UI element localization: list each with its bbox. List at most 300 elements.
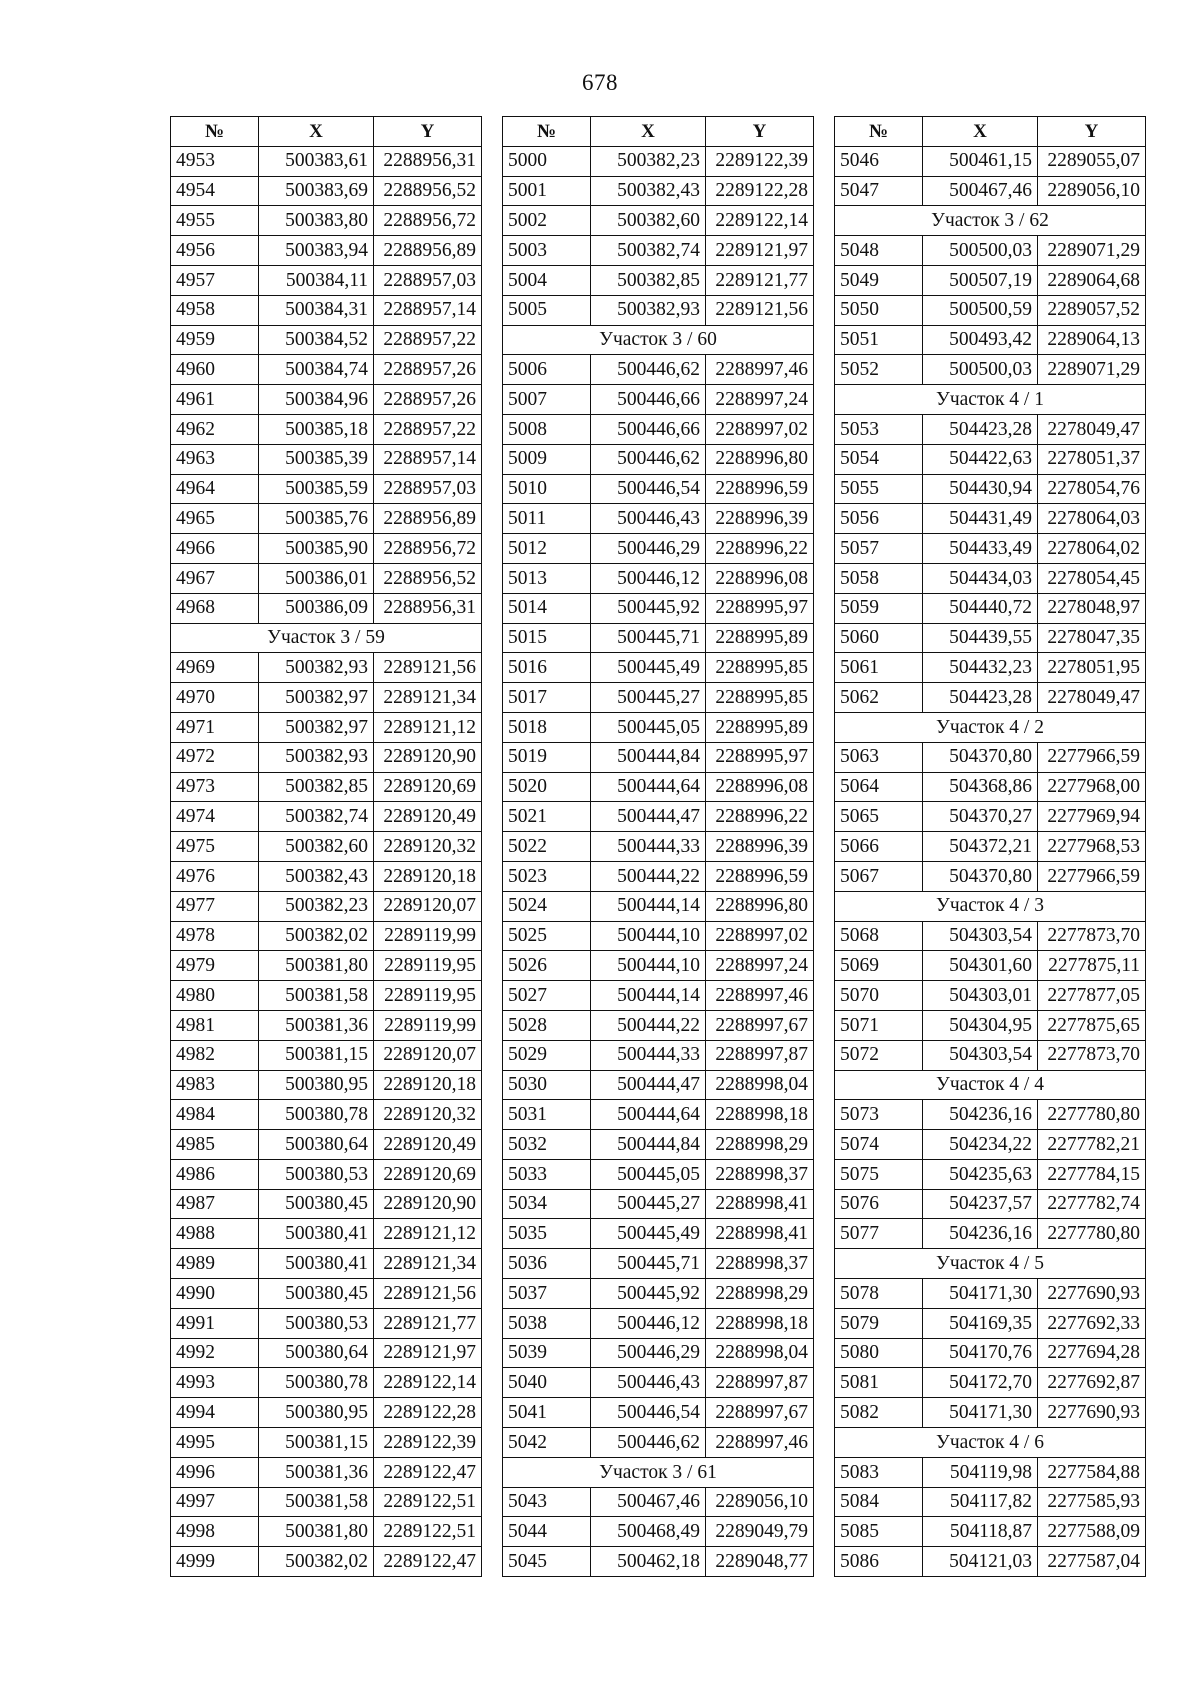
table-row — [171, 1457, 482, 1487]
x-coordinate: 500467,46 — [591, 1487, 706, 1517]
table-row — [171, 861, 482, 891]
y-coordinate: 2277875,65 — [1038, 1010, 1146, 1040]
point-number: 5000 — [503, 146, 591, 176]
y-coordinate: 2277877,05 — [1038, 981, 1146, 1011]
point-number: 4998 — [171, 1517, 259, 1547]
point-number: 4957 — [171, 265, 259, 295]
y-coordinate: 2288957,14 — [374, 444, 482, 474]
table-row — [503, 981, 814, 1011]
table-row — [835, 414, 1146, 444]
table-row — [503, 1398, 814, 1428]
table-row — [171, 1100, 482, 1130]
point-number: 5049 — [835, 265, 923, 295]
table-row — [503, 355, 814, 385]
x-coordinate: 500382,43 — [259, 861, 374, 891]
point-number: 4987 — [171, 1189, 259, 1219]
y-coordinate: 2288997,24 — [706, 951, 814, 981]
y-coordinate: 2278049,47 — [1038, 414, 1146, 444]
y-coordinate: 2288956,72 — [374, 534, 482, 564]
x-coordinate: 500446,62 — [591, 355, 706, 385]
table-row — [171, 414, 482, 444]
x-coordinate: 500444,47 — [591, 802, 706, 832]
table-row — [171, 385, 482, 415]
section-label: Участок 3 / 59 — [171, 623, 482, 653]
table-row — [171, 265, 482, 295]
table-row — [503, 623, 814, 653]
x-coordinate: 500382,93 — [591, 295, 706, 325]
x-coordinate: 500380,53 — [259, 1308, 374, 1338]
y-coordinate: 2277585,93 — [1038, 1487, 1146, 1517]
table-row — [171, 951, 482, 981]
x-coordinate: 500386,01 — [259, 563, 374, 593]
table-row — [171, 295, 482, 325]
x-coordinate: 504236,16 — [923, 1100, 1038, 1130]
point-number: 4983 — [171, 1070, 259, 1100]
x-coordinate: 500445,71 — [591, 1249, 706, 1279]
table-row — [835, 1487, 1146, 1517]
y-coordinate: 2289121,34 — [374, 683, 482, 713]
y-coordinate: 2289122,47 — [374, 1457, 482, 1487]
x-coordinate: 500444,47 — [591, 1070, 706, 1100]
y-coordinate: 2288956,89 — [374, 504, 482, 534]
table-row — [171, 1517, 482, 1547]
y-coordinate: 2289049,79 — [706, 1517, 814, 1547]
point-number: 5055 — [835, 474, 923, 504]
point-number: 5073 — [835, 1100, 923, 1130]
table-row — [835, 146, 1146, 176]
point-number: 5072 — [835, 1040, 923, 1070]
table-row — [503, 236, 814, 266]
y-coordinate: 2288996,39 — [706, 504, 814, 534]
table-row — [835, 1219, 1146, 1249]
x-coordinate: 500385,59 — [259, 474, 374, 504]
table-row — [835, 683, 1146, 713]
table-row — [171, 1368, 482, 1398]
x-coordinate: 504423,28 — [923, 683, 1038, 713]
x-coordinate: 500446,54 — [591, 474, 706, 504]
point-number: 4960 — [171, 355, 259, 385]
y-coordinate: 2288997,24 — [706, 385, 814, 415]
x-coordinate: 500445,05 — [591, 712, 706, 742]
y-coordinate: 2288997,02 — [706, 414, 814, 444]
x-coordinate: 500380,45 — [259, 1189, 374, 1219]
table-row — [503, 1308, 814, 1338]
y-coordinate: 2288998,29 — [706, 1279, 814, 1309]
x-coordinate: 504171,30 — [923, 1279, 1038, 1309]
y-coordinate: 2288956,89 — [374, 236, 482, 266]
point-number: 5078 — [835, 1279, 923, 1309]
x-coordinate: 500381,36 — [259, 1457, 374, 1487]
point-number: 5024 — [503, 891, 591, 921]
y-coordinate: 2289120,90 — [374, 1189, 482, 1219]
y-coordinate: 2289056,10 — [706, 1487, 814, 1517]
point-number: 5005 — [503, 295, 591, 325]
point-number: 4977 — [171, 891, 259, 921]
header-number: № — [171, 117, 259, 147]
x-coordinate: 500382,97 — [259, 683, 374, 713]
x-coordinate: 500383,94 — [259, 236, 374, 266]
point-number: 4966 — [171, 534, 259, 564]
table-row — [503, 1428, 814, 1458]
section-label: Участок 3 / 61 — [503, 1457, 814, 1487]
x-coordinate: 500382,93 — [259, 653, 374, 683]
point-number: 5056 — [835, 504, 923, 534]
y-coordinate: 2278064,03 — [1038, 504, 1146, 534]
x-coordinate: 500462,18 — [591, 1547, 706, 1577]
y-coordinate: 2289122,14 — [374, 1368, 482, 1398]
y-coordinate: 2289122,28 — [706, 176, 814, 206]
y-coordinate: 2288956,31 — [374, 593, 482, 623]
table-row — [503, 832, 814, 862]
x-coordinate: 500382,93 — [259, 742, 374, 772]
y-coordinate: 2289120,07 — [374, 891, 482, 921]
x-coordinate: 500500,59 — [923, 295, 1038, 325]
table-row — [835, 295, 1146, 325]
x-coordinate: 500381,80 — [259, 951, 374, 981]
point-number: 5025 — [503, 921, 591, 951]
y-coordinate: 2288998,18 — [706, 1308, 814, 1338]
point-number: 5084 — [835, 1487, 923, 1517]
x-coordinate: 504433,49 — [923, 534, 1038, 564]
table-row — [171, 1428, 482, 1458]
table-row — [503, 1368, 814, 1398]
table-row — [835, 593, 1146, 623]
point-number: 5017 — [503, 683, 591, 713]
y-coordinate: 2289122,39 — [374, 1428, 482, 1458]
x-coordinate: 500382,60 — [259, 832, 374, 862]
y-coordinate: 2277694,28 — [1038, 1338, 1146, 1368]
x-coordinate: 500493,42 — [923, 325, 1038, 355]
x-coordinate: 500381,80 — [259, 1517, 374, 1547]
point-number: 5045 — [503, 1547, 591, 1577]
table-row — [503, 206, 814, 236]
y-coordinate: 2289121,97 — [706, 236, 814, 266]
table-row — [835, 1398, 1146, 1428]
table-row — [171, 325, 482, 355]
x-coordinate: 500500,03 — [923, 236, 1038, 266]
table-row — [171, 1010, 482, 1040]
y-coordinate: 2288995,97 — [706, 742, 814, 772]
point-number: 4982 — [171, 1040, 259, 1070]
table-row — [835, 1308, 1146, 1338]
y-coordinate: 2288997,46 — [706, 1428, 814, 1458]
y-coordinate: 2278054,45 — [1038, 563, 1146, 593]
section-row — [835, 712, 1146, 742]
point-number: 5012 — [503, 534, 591, 564]
point-number: 5003 — [503, 236, 591, 266]
y-coordinate: 2288995,85 — [706, 653, 814, 683]
table-row — [503, 921, 814, 951]
x-coordinate: 500445,49 — [591, 1219, 706, 1249]
y-coordinate: 2288996,80 — [706, 444, 814, 474]
point-number: 4972 — [171, 742, 259, 772]
y-coordinate: 2288997,67 — [706, 1398, 814, 1428]
point-number: 5048 — [835, 236, 923, 266]
section-label: Участок 3 / 60 — [503, 325, 814, 355]
point-number: 5014 — [503, 593, 591, 623]
point-number: 5060 — [835, 623, 923, 653]
y-coordinate: 2278049,47 — [1038, 683, 1146, 713]
point-number: 5065 — [835, 802, 923, 832]
point-number: 5057 — [835, 534, 923, 564]
y-coordinate: 2289122,14 — [706, 206, 814, 236]
y-coordinate: 2277690,93 — [1038, 1398, 1146, 1428]
point-number: 5029 — [503, 1040, 591, 1070]
x-coordinate: 504171,30 — [923, 1398, 1038, 1428]
table-row — [835, 1100, 1146, 1130]
x-coordinate: 500381,36 — [259, 1010, 374, 1040]
y-coordinate: 2278064,02 — [1038, 534, 1146, 564]
table-row — [503, 1219, 814, 1249]
x-coordinate: 500383,69 — [259, 176, 374, 206]
x-coordinate: 500444,64 — [591, 772, 706, 802]
table-row — [835, 325, 1146, 355]
x-coordinate: 500382,74 — [591, 236, 706, 266]
y-coordinate: 2288998,37 — [706, 1159, 814, 1189]
point-number: 4958 — [171, 295, 259, 325]
x-coordinate: 500380,78 — [259, 1368, 374, 1398]
table-row — [171, 1308, 482, 1338]
table-row — [835, 1189, 1146, 1219]
table-row — [503, 951, 814, 981]
table-row — [171, 146, 482, 176]
x-coordinate: 504121,03 — [923, 1547, 1038, 1577]
y-coordinate: 2289120,69 — [374, 1159, 482, 1189]
header-number: № — [503, 117, 591, 147]
section-row — [503, 325, 814, 355]
table-row — [835, 832, 1146, 862]
point-number: 5081 — [835, 1368, 923, 1398]
y-coordinate: 2288998,29 — [706, 1130, 814, 1160]
x-coordinate: 504303,54 — [923, 921, 1038, 951]
y-coordinate: 2288957,26 — [374, 385, 482, 415]
x-coordinate: 500382,02 — [259, 921, 374, 951]
y-coordinate: 2277782,74 — [1038, 1189, 1146, 1219]
table-row — [503, 414, 814, 444]
table-row — [835, 623, 1146, 653]
x-coordinate: 500380,95 — [259, 1070, 374, 1100]
point-number: 5079 — [835, 1308, 923, 1338]
header-x: X — [923, 117, 1038, 147]
point-number: 5010 — [503, 474, 591, 504]
y-coordinate: 2289071,29 — [1038, 355, 1146, 385]
y-coordinate: 2277690,93 — [1038, 1279, 1146, 1309]
table-row — [835, 534, 1146, 564]
y-coordinate: 2289122,51 — [374, 1487, 482, 1517]
x-coordinate: 504303,01 — [923, 981, 1038, 1011]
point-number: 5002 — [503, 206, 591, 236]
y-coordinate: 2288957,26 — [374, 355, 482, 385]
y-coordinate: 2289121,34 — [374, 1249, 482, 1279]
y-coordinate: 2277966,59 — [1038, 742, 1146, 772]
y-coordinate: 2289122,28 — [374, 1398, 482, 1428]
x-coordinate: 504368,86 — [923, 772, 1038, 802]
x-coordinate: 500446,66 — [591, 385, 706, 415]
point-number: 5034 — [503, 1189, 591, 1219]
table-row — [835, 1547, 1146, 1577]
x-coordinate: 500468,49 — [591, 1517, 706, 1547]
x-coordinate: 500382,97 — [259, 712, 374, 742]
point-number: 5013 — [503, 563, 591, 593]
x-coordinate: 504370,80 — [923, 861, 1038, 891]
y-coordinate: 2289122,47 — [374, 1547, 482, 1577]
x-coordinate: 500446,29 — [591, 1338, 706, 1368]
x-coordinate: 504235,63 — [923, 1159, 1038, 1189]
y-coordinate: 2288996,22 — [706, 534, 814, 564]
point-number: 4956 — [171, 236, 259, 266]
section-label: Участок 4 / 5 — [835, 1249, 1146, 1279]
y-coordinate: 2288957,03 — [374, 474, 482, 504]
point-number: 5023 — [503, 861, 591, 891]
point-number: 4993 — [171, 1368, 259, 1398]
point-number: 5070 — [835, 981, 923, 1011]
table-header-row — [835, 117, 1146, 147]
point-number: 5047 — [835, 176, 923, 206]
point-number: 5058 — [835, 563, 923, 593]
x-coordinate: 500444,33 — [591, 832, 706, 862]
table-row — [171, 504, 482, 534]
point-number: 5059 — [835, 593, 923, 623]
point-number: 5015 — [503, 623, 591, 653]
table-row — [835, 1457, 1146, 1487]
y-coordinate: 2289122,51 — [374, 1517, 482, 1547]
table-row — [503, 593, 814, 623]
y-coordinate: 2277782,21 — [1038, 1130, 1146, 1160]
point-number: 5018 — [503, 712, 591, 742]
y-coordinate: 2288956,52 — [374, 563, 482, 593]
y-coordinate: 2289121,77 — [706, 265, 814, 295]
x-coordinate: 504119,98 — [923, 1457, 1038, 1487]
x-coordinate: 500446,54 — [591, 1398, 706, 1428]
section-row — [503, 1457, 814, 1487]
y-coordinate: 2277873,70 — [1038, 1040, 1146, 1070]
section-row — [171, 623, 482, 653]
y-coordinate: 2288957,22 — [374, 325, 482, 355]
x-coordinate: 500381,58 — [259, 981, 374, 1011]
table-row — [503, 1547, 814, 1577]
point-number: 5043 — [503, 1487, 591, 1517]
x-coordinate: 500386,09 — [259, 593, 374, 623]
point-number: 5031 — [503, 1100, 591, 1130]
y-coordinate: 2289119,99 — [374, 921, 482, 951]
point-number: 4976 — [171, 861, 259, 891]
table-row — [171, 1487, 482, 1517]
x-coordinate: 500445,92 — [591, 593, 706, 623]
x-coordinate: 500382,43 — [591, 176, 706, 206]
table-row — [171, 593, 482, 623]
y-coordinate: 2278048,97 — [1038, 593, 1146, 623]
table-row — [835, 1338, 1146, 1368]
x-coordinate: 500446,12 — [591, 1308, 706, 1338]
point-number: 5063 — [835, 742, 923, 772]
point-number: 4955 — [171, 206, 259, 236]
y-coordinate: 2277692,87 — [1038, 1368, 1146, 1398]
x-coordinate: 500445,05 — [591, 1159, 706, 1189]
x-coordinate: 500382,23 — [259, 891, 374, 921]
section-label: Участок 3 / 62 — [835, 206, 1146, 236]
point-number: 4997 — [171, 1487, 259, 1517]
x-coordinate: 504430,94 — [923, 474, 1038, 504]
x-coordinate: 500444,22 — [591, 1010, 706, 1040]
table-row — [835, 1010, 1146, 1040]
y-coordinate: 2289121,97 — [374, 1338, 482, 1368]
x-coordinate: 504169,35 — [923, 1308, 1038, 1338]
table-row — [171, 1398, 482, 1428]
y-coordinate: 2288998,37 — [706, 1249, 814, 1279]
y-coordinate: 2278054,76 — [1038, 474, 1146, 504]
section-label: Участок 4 / 3 — [835, 891, 1146, 921]
x-coordinate: 500507,19 — [923, 265, 1038, 295]
point-number: 5006 — [503, 355, 591, 385]
section-row — [835, 891, 1146, 921]
x-coordinate: 500461,15 — [923, 146, 1038, 176]
point-number: 5022 — [503, 832, 591, 862]
point-number: 5001 — [503, 176, 591, 206]
table-row — [835, 951, 1146, 981]
point-number: 5021 — [503, 802, 591, 832]
table-row — [503, 504, 814, 534]
x-coordinate: 500381,58 — [259, 1487, 374, 1517]
table-row — [171, 1070, 482, 1100]
table-row — [835, 802, 1146, 832]
table-row — [503, 295, 814, 325]
table-row — [503, 1487, 814, 1517]
x-coordinate: 504370,27 — [923, 802, 1038, 832]
point-number: 4954 — [171, 176, 259, 206]
table-row — [835, 444, 1146, 474]
y-coordinate: 2288996,22 — [706, 802, 814, 832]
x-coordinate: 500467,46 — [923, 176, 1038, 206]
section-label: Участок 4 / 4 — [835, 1070, 1146, 1100]
section-row — [835, 1428, 1146, 1458]
y-coordinate: 2288996,59 — [706, 861, 814, 891]
table-row — [171, 1219, 482, 1249]
x-coordinate: 500385,39 — [259, 444, 374, 474]
x-coordinate: 500384,74 — [259, 355, 374, 385]
point-number: 5083 — [835, 1457, 923, 1487]
point-number: 5051 — [835, 325, 923, 355]
table-row — [171, 474, 482, 504]
table-row — [503, 1040, 814, 1070]
point-number: 5016 — [503, 653, 591, 683]
x-coordinate: 504431,49 — [923, 504, 1038, 534]
x-coordinate: 500380,45 — [259, 1279, 374, 1309]
point-number: 4989 — [171, 1249, 259, 1279]
x-coordinate: 500382,02 — [259, 1547, 374, 1577]
x-coordinate: 500446,12 — [591, 563, 706, 593]
point-number: 5042 — [503, 1428, 591, 1458]
x-coordinate: 500382,60 — [591, 206, 706, 236]
x-coordinate: 500445,92 — [591, 1279, 706, 1309]
x-coordinate: 500444,10 — [591, 951, 706, 981]
x-coordinate: 500380,41 — [259, 1219, 374, 1249]
table-row — [835, 1130, 1146, 1160]
point-number: 5068 — [835, 921, 923, 951]
x-coordinate: 500380,78 — [259, 1100, 374, 1130]
table-row — [171, 1040, 482, 1070]
point-number: 5077 — [835, 1219, 923, 1249]
y-coordinate: 2289120,69 — [374, 772, 482, 802]
point-number: 4953 — [171, 146, 259, 176]
y-coordinate: 2289071,29 — [1038, 236, 1146, 266]
point-number: 5007 — [503, 385, 591, 415]
table-row — [503, 444, 814, 474]
y-coordinate: 2289120,07 — [374, 1040, 482, 1070]
table-row — [835, 653, 1146, 683]
point-number: 5062 — [835, 683, 923, 713]
x-coordinate: 504432,23 — [923, 653, 1038, 683]
y-coordinate: 2288998,41 — [706, 1189, 814, 1219]
